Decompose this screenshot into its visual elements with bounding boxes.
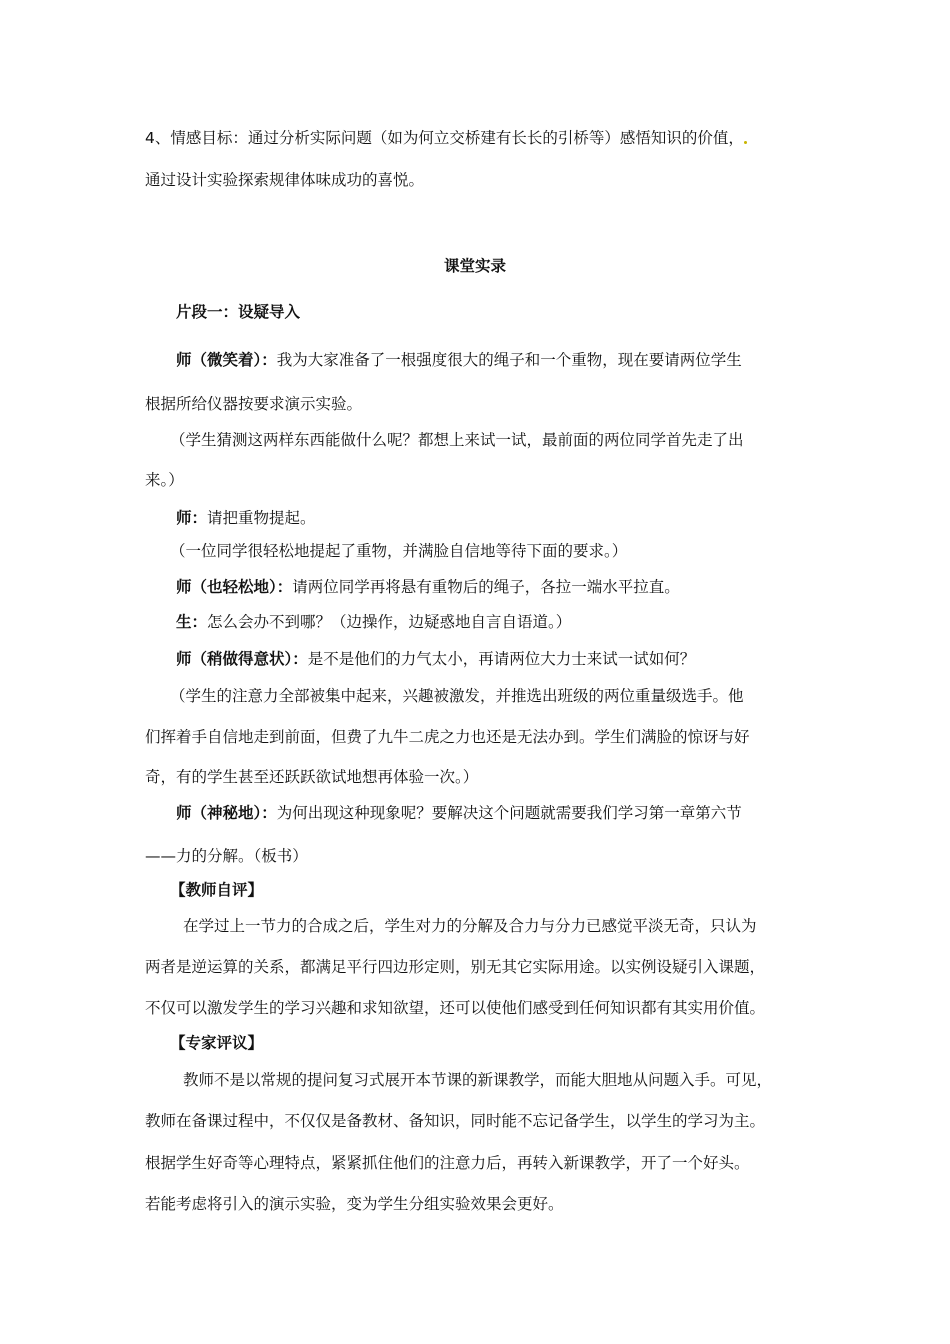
expert-review-line: 若能考虑将引入的演示实验，变为学生分组实验效果会更好。: [145, 1195, 564, 1213]
teacher-review-line: 在学过上一节力的合成之后，学生对力的分解及合力与分力已感觉平淡无奇，只认为: [183, 917, 757, 935]
speaker: 生：: [176, 613, 208, 631]
dialogue-line: [176, 803, 742, 823]
speaker: 师（稍做得意状）：: [176, 650, 308, 668]
dialogue-line: 奇，有的学生甚至还跃跃欲试地想再体验一次。）: [145, 768, 479, 786]
speaker: 师：: [176, 509, 208, 527]
expert-review-line: 根据学生好奇等心理特点，紧紧抓住他们的注意力后，再转入新课教学，开了一个好头。: [145, 1154, 750, 1172]
speaker: 师（微笑着）：: [176, 351, 277, 369]
expert-review-line: 教师在备课过程中，不仅仅是备教材、备知识，同时能不忘记备学生，以学生的学习为主。: [145, 1112, 766, 1130]
dialogue-text: 请两位同学再将悬有重物后的绳子，各拉一端水平拉直。: [292, 578, 680, 596]
dialogue-line: 来。）: [145, 471, 184, 489]
teacher-review-line: 不仅可以激发学生的学习兴趣和求知欲望，还可以使他们感受到任何知识都有其实用价值。: [145, 999, 766, 1017]
dialogue-line: （学生猜测这两样东西能做什么呢？都想上来试一试，最前面的两位同学首先走了出: [170, 431, 744, 449]
dialogue-text: 请把重物提起。: [207, 509, 316, 527]
dialogue-line: （一位同学很轻松地提起了重物，并满脸自信地等待下面的要求。）: [170, 542, 628, 560]
dialogue-line: 根据所给仪器按要求演示实验。: [145, 395, 363, 413]
dialogue-line: ——力的分解。（板书）: [145, 847, 308, 865]
dialogue-text: 为何出现这种现象呢？要解决这个问题就需要我们学习第一章第六节: [276, 804, 742, 822]
expert-review-line: 教师不是以常规的提问复习式展开本节课的新课教学，而能大胆地从问题入手。可见，: [183, 1071, 773, 1089]
speaker: 师（也轻松地）：: [176, 578, 293, 596]
annotation-dot: [744, 141, 747, 144]
dialogue-line: [176, 350, 742, 370]
dialogue-line: [176, 577, 680, 597]
dialogue-line: [176, 508, 316, 528]
goal-line-1-text: 4、情感目标：通过分析实际问题（如为何立交桥建有长长的引桥等）感悟知识的价值，: [145, 129, 744, 147]
dialogue-line: （学生的注意力全部被集中起来，兴趣被激发，并推选出班级的两位重量级选手。他: [170, 687, 744, 705]
speaker: 师（神秘地）：: [176, 804, 277, 822]
goal-line-2: 通过设计实验探索规律体味成功的喜悦。: [145, 171, 425, 189]
section-title: 课堂实录: [443, 257, 506, 275]
dialogue-line: 们挥着手自信地走到前面，但费了九牛二虎之力也还是无法办到。学生们满脸的惊讶与好: [145, 728, 750, 746]
dialogue-text: 是不是他们的力气太小，再请两位大力士来试一试如何？: [307, 650, 696, 668]
expert-review-heading: 【专家评议】: [170, 1034, 264, 1052]
dialogue-text: 我为大家准备了一根强度很大的绳子和一个重物，现在要请两位学生: [276, 351, 742, 369]
teacher-review-line: 两者是逆运算的关系，都满足平行四边形定则，别无其它实际用途。以实例设疑引入课题，: [145, 958, 766, 976]
dialogue-line: [176, 612, 571, 632]
goal-line-1: [145, 128, 747, 148]
segment-title: 片段一：设疑导入: [176, 303, 301, 321]
teacher-review-heading: 【教师自评】: [170, 881, 264, 899]
dialogue-text: 怎么会办不到哪？（边操作，边疑惑地自言自语道。）: [207, 613, 572, 631]
dialogue-line: [176, 649, 695, 669]
